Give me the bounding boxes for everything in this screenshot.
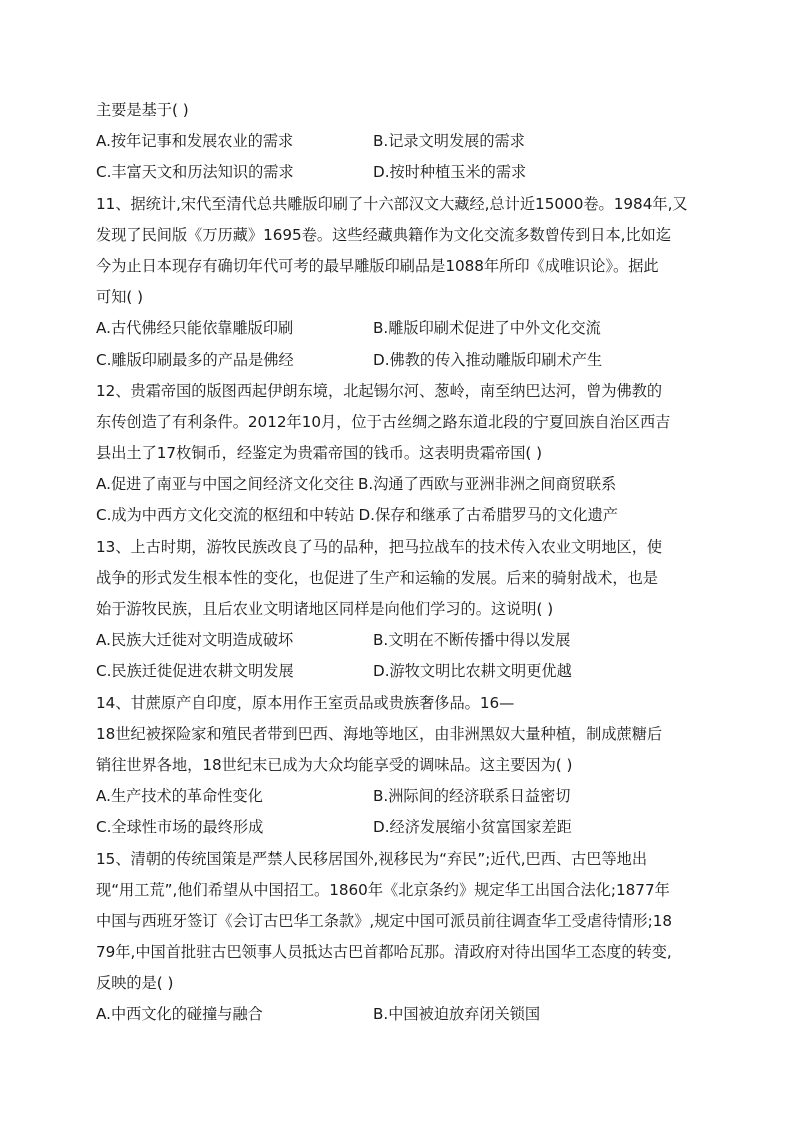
q10-options-row-2 [96, 157, 706, 188]
q13-option-b[interactable]: B.文明在不断传播中得以发展 [373, 631, 571, 650]
q14-option-d[interactable]: D.经济发展缩小贫富国家差距 [373, 818, 572, 837]
q12-stem-line: 东传创造了有利条件。2012年10月，位于古丝绸之路东道北段的宁夏回族自治区西吉 [96, 412, 671, 431]
q12-stem-line: 县出土了17枚铜币，经鉴定为贵霜帝国的钱币。这表明贵霜帝国( ) [96, 444, 543, 463]
q11-options-row-2 [96, 345, 706, 376]
q11-stem-line: 发现了民间版《万历藏》1695卷。这些经藏典籍作为文化交流多数曾传到日本,比如迄 [96, 225, 672, 244]
q13-options-row-1 [96, 625, 706, 656]
q13-option-d[interactable]: D.游牧文明比农耕文明更优越 [373, 662, 572, 681]
q14-options-row-2 [96, 812, 706, 843]
q14-option-a[interactable]: A.生产技术的革命性变化 [96, 787, 263, 806]
q11-stem-line: 可知( ) [96, 288, 144, 307]
q12-option-d[interactable]: D.保存和继承了古希腊罗马的文化遗产 [358, 506, 618, 525]
q15-option-a[interactable]: A.中西文化的碰撞与融合 [96, 1005, 263, 1024]
q11-options-row-1 [96, 313, 706, 344]
q11-option-c[interactable]: C.雕版印刷最多的产品是佛经 [96, 350, 294, 369]
q12-option-c[interactable]: C.成为中西方文化交流的枢纽和中转站 [96, 506, 355, 525]
q15-stem-line: 15、清朝的传统国策是严禁人民移居国外,视移民为“弃民”;近代,巴西、古巴等地出 [96, 849, 648, 868]
q12-stem-line: 12、贵霜帝国的版图西起伊朗东境，北起锡尔河、葱岭，南至纳巴达河，曾为佛教的 [96, 381, 663, 400]
q15-options-row-1 [96, 999, 706, 1030]
q15-stem-line: 中国与西班牙签订《会订古巴华工条款》,规定中国可派员前往调查华工受虐待情形;18 [96, 911, 673, 930]
q15-stem-line: 79年,中国首批驻古巴领事人员抵达古巴首都哈瓦那。清政府对待出国华工态度的转变, [96, 943, 672, 962]
q14-stem-line: 14、甘蔗原产自印度，原本用作王室贡品或贵族奢侈品。16— [96, 693, 515, 712]
q14-stem-line: 销往世界各地，18世纪末已成为大众均能享受的调味品。这主要因为( ) [96, 755, 573, 774]
q14-options-row-1 [96, 781, 706, 812]
q13-option-c[interactable]: C.民族迁徙促进农耕文明发展 [96, 662, 294, 681]
q15-option-b[interactable]: B.中国被迫放弃闭关锁国 [373, 1005, 541, 1024]
q10-option-c[interactable]: C.丰富天文和历法知识的需求 [96, 163, 294, 182]
q13-options-row-2 [96, 656, 706, 687]
q11-option-a[interactable]: A.古代佛经只能依靠雕版印刷 [96, 319, 294, 338]
q13-stem-line: 始于游牧民族，且后农业文明诸地区同样是向他们学习的。这说明( ) [96, 600, 554, 618]
q14-option-b[interactable]: B.洲际间的经济联系日益密切 [373, 787, 571, 806]
q11-stem-line: 今为止日本现存有确切年代可考的最早雕版印刷品是1088年所印《成唯识论》。据此 [96, 256, 659, 275]
q11-option-d[interactable]: D.佛教的传入推动雕版印刷术产生 [373, 350, 603, 369]
q13-option-a[interactable]: A.民族大迁徙对文明造成破坏 [96, 631, 294, 650]
q10-option-a[interactable]: A.按年记事和发展农业的需求 [96, 132, 294, 151]
q14-option-c[interactable]: C.全球性市场的最终形成 [96, 818, 264, 837]
exam-questions [96, 95, 706, 1031]
q12-options-row-1 [96, 469, 706, 500]
q10-option-d[interactable]: D.按时种植玉米的需求 [373, 163, 527, 182]
q13-stem-line: 13、上古时期，游牧民族改良了马的品种，把马拉战车的技术传入农业文明地区，使 [96, 537, 663, 556]
q10-option-b[interactable]: B.记录文明发展的需求 [373, 132, 525, 151]
q12-options-row-2 [96, 500, 706, 531]
q11-option-b[interactable]: B.雕版印刷术促进了中外文化交流 [373, 319, 601, 338]
q14-stem-line: 18世纪被探险家和殖民者带到巴西、海地等地区，由非洲黑奴大量种植，制成蔗糖后 [96, 724, 663, 743]
q12-option-a[interactable]: A.促进了南亚与中国之间经济文化交往 [96, 475, 354, 494]
q13-stem-line: 战争的形式发生根本性的变化，也促进了生产和运输的发展。后来的骑射战术，也是 [96, 568, 658, 587]
q15-stem-line: 现“用工荒”,他们希望从中国招工。1860年《北京条约》规定华工出国合法化;1877年 [96, 880, 670, 899]
q10-stem: 主要是基于( ) [96, 101, 189, 119]
q15-stem-line: 反映的是( ) [96, 974, 174, 993]
q11-stem-line: 11、据统计,宋代至清代总共雕版印刷了十六部汉文大藏经,总计近15000卷。1984年,又 [96, 194, 688, 213]
q10-options-row-1 [96, 126, 706, 157]
q12-option-b[interactable]: B.沟通了西欧与亚洲非洲之间商贸联系 [357, 475, 617, 494]
